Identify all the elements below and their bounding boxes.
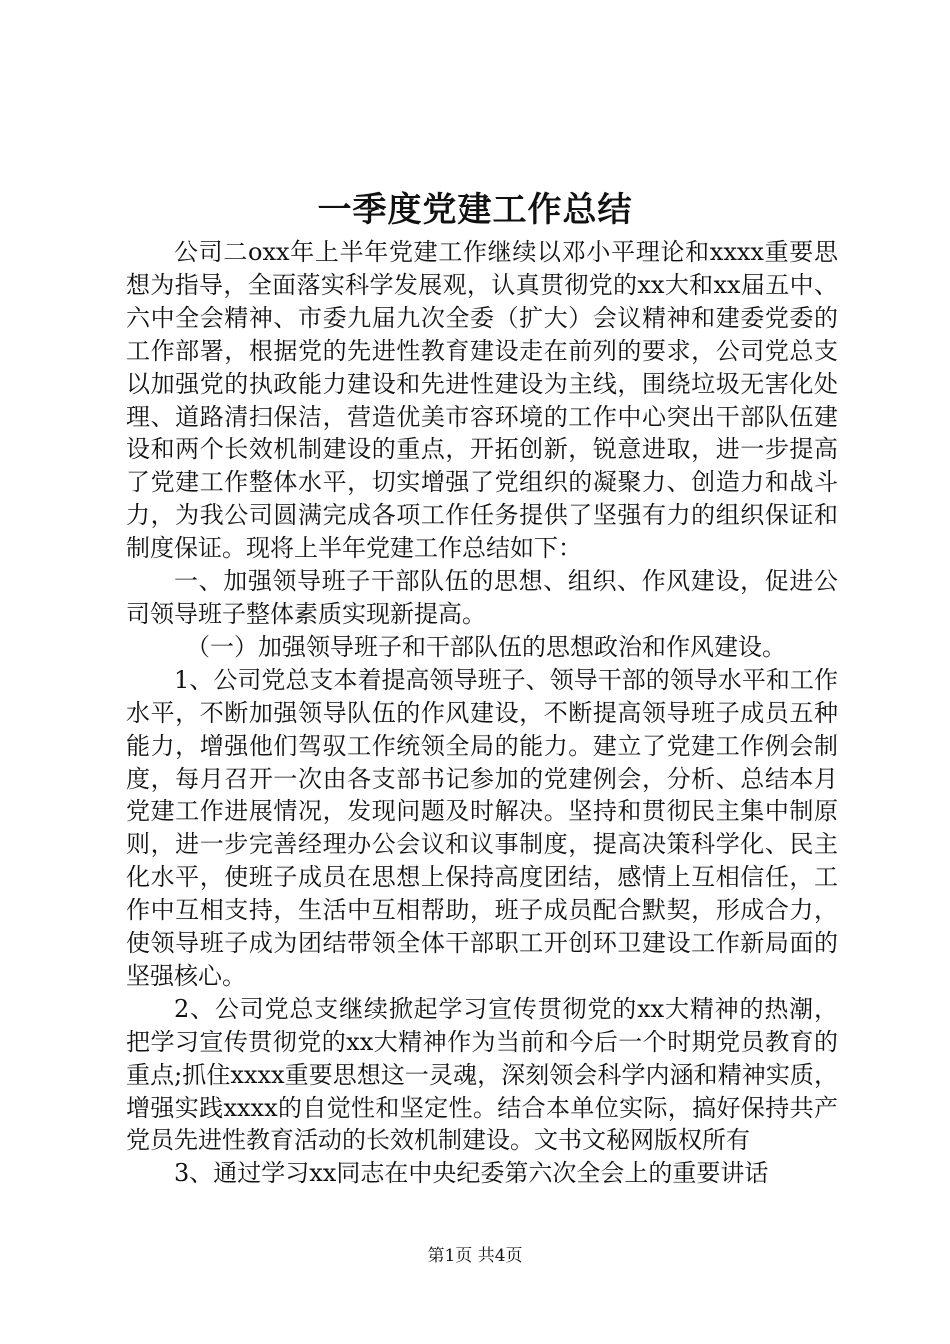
paragraph-section-1-heading: 一、加强领导班子干部队伍的思想、组织、作风建设，促进公司领导班子整体素质实现新提高。 — [126, 567, 838, 628]
paragraph-item-1: 1、公司党总支本着提高领导班子、领导干部的领导水平和工作水平，不断加强领导队伍的作风建设，不断提高领导班子成员五种能力，增强他们驾驭工作统领全局的能力。建立了党建工作例会制度，每月召开一次由各支部书记参加的党建例会，分析、总结本月党建工作进展情况，发现问题及时解决。坚持和贯彻民主集中制原则，进一步完善经理办公会议和议事制度，提高决策科学化、民主化水平，使班子成员在思想上保持高度团结，感情上互相信任，工作中互相支持，生活中互相帮助，班子成员配合默契，形成合力，使领导班子成为团结带领全体干部职工开创环卫建设工作新局面的坚强核心。 — [126, 665, 838, 990]
document-title: 一季度党建工作总结 — [317, 190, 633, 230]
document-body — [126, 236, 838, 1190]
paragraph-intro: 公司二oxx年上半年党建工作继续以邓小平理论和xxxx重要思想为指导，全面落实科学发展观，认真贯彻党的xx大和xx届五中、六中全会精神、市委九届九次全委（扩大）会议精神和建委党委的工作部署，根据党的先进性教育建设走在前列的要求，公司党总支以加强党的执政能力建设和先进性建设为主线，围绕垃圾无害化处理、道路清扫保洁，营造优美市容环境的工作中心突出干部队伍建设和两个长效机制建设的重点，开拓创新，锐意进取，进一步提高了党建工作整体水平，切实增强了党组织的凝聚力、创造力和战斗力，为我公司圆满完成各项工作任务提供了坚强有力的组织保证和制度保证。现将上半年党建工作总结如下： — [126, 238, 838, 563]
paragraph-subsection-1-heading: （一）加强领导班子和干部队伍的思想政治和作风建设。 — [186, 632, 786, 661]
paragraph-item-3: 3、通过学习xx同志在中央纪委第六次全会上的重要讲话 — [174, 1159, 769, 1188]
paragraph-item-2: 2、公司党总支继续掀起学习宣传贯彻党的xx大精神的热潮，把学习宣传贯彻党的xx大精神作为当前和今后一个时期党员教育的重点;抓住xxxx重要思想这一灵魂，深刻领会科学内涵和精神实质，增强实践xxxx的自觉性和坚定性。结合本单位实际，搞好保持共产党员先进性教育活动的长效机制建设。文书文秘网版权所有 — [126, 994, 838, 1155]
page-number-footer: 第1页 共4页 — [427, 1246, 523, 1266]
